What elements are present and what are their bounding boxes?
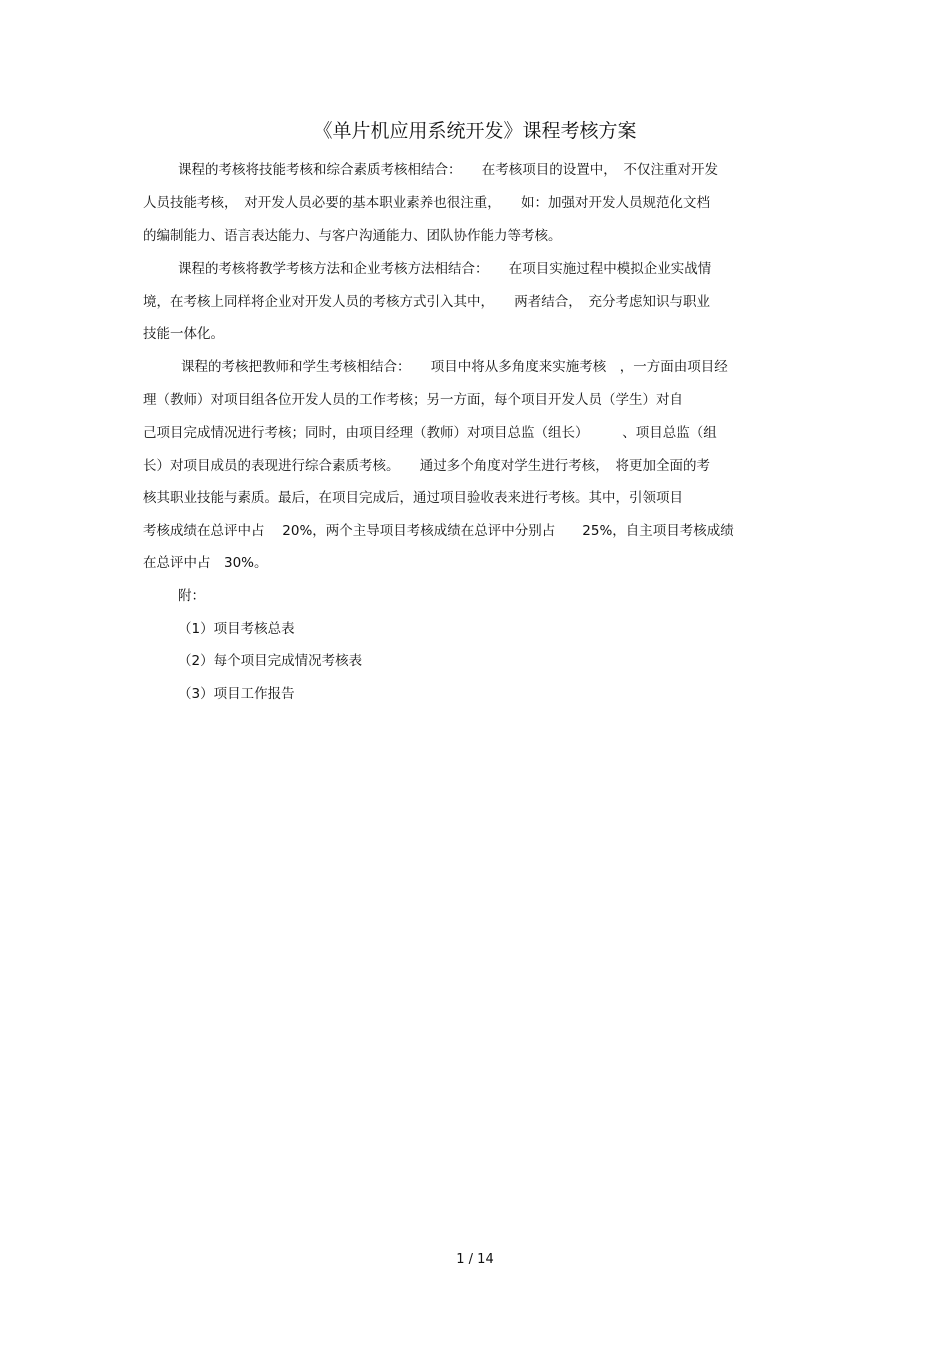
- page-number: 1 / 14: [456, 1252, 494, 1267]
- paragraph-1-line-2: 人员技能考核， 对开发人员必要的基本职业素养也很注重， 如：加强对开发人员规范化文档: [143, 195, 710, 211]
- paragraph-3-line-3: 己项目完成情况进行考核；同时，由项目经理（教师）对项目总监（组长） 、项目总监（组: [143, 425, 717, 441]
- paragraph-2-line-1: 课程的考核将教学考核方法和企业考核方法相结合： 在项目实施过程中模拟企业实战情: [178, 261, 712, 277]
- paragraph-3-line-2: 理（教师）对项目组各位开发人员的工作考核；另一方面，每个项目开发人员（学生）对自: [143, 392, 683, 408]
- paragraph-2-line-2: 境，在考核上同样将企业对开发人员的考核方式引入其中， 两者结合， 充分考虑知识与职业: [143, 294, 710, 310]
- paragraph-3-line-1: 课程的考核把教师和学生考核相结合： 项目中将从多角度来实施考核 ，一方面由项目经: [181, 359, 728, 375]
- paragraph-1-line-1: 课程的考核将技能考核和综合素质考核相结合： 在考核项目的设置中， 不仅注重对开发: [178, 162, 718, 178]
- paragraph-1-line-3: 的编制能力、语言表达能力、与客户沟通能力、团队协作能力等考核。: [143, 228, 562, 244]
- paragraph-3-line-5: 核其职业技能与素质。最后，在项目完成后，通过项目验收表来进行考核。其中，引领项目: [143, 490, 683, 506]
- appendix-label: 附：: [178, 588, 205, 604]
- paragraph-3-line-6: 考核成绩在总评中占 20%，两个主导项目考核成绩在总评中分别占 25%，自主项目考核成绩: [143, 523, 734, 539]
- document-title: 《单片机应用系统开发》课程考核方案: [313, 120, 637, 142]
- appendix-item-3: （3）项目工作报告: [178, 686, 295, 702]
- paragraph-3-line-4: 长）对项目成员的表现进行综合素质考核。 通过多个角度对学生进行考核， 将更加全面的考: [143, 458, 710, 474]
- paragraph-2-line-3: 技能一体化。: [143, 326, 224, 342]
- paragraph-3-line-7: 在总评中占 30%。: [143, 555, 268, 571]
- appendix-item-1: （1）项目考核总表: [178, 621, 295, 637]
- appendix-item-2: （2）每个项目完成情况考核表: [178, 653, 363, 669]
